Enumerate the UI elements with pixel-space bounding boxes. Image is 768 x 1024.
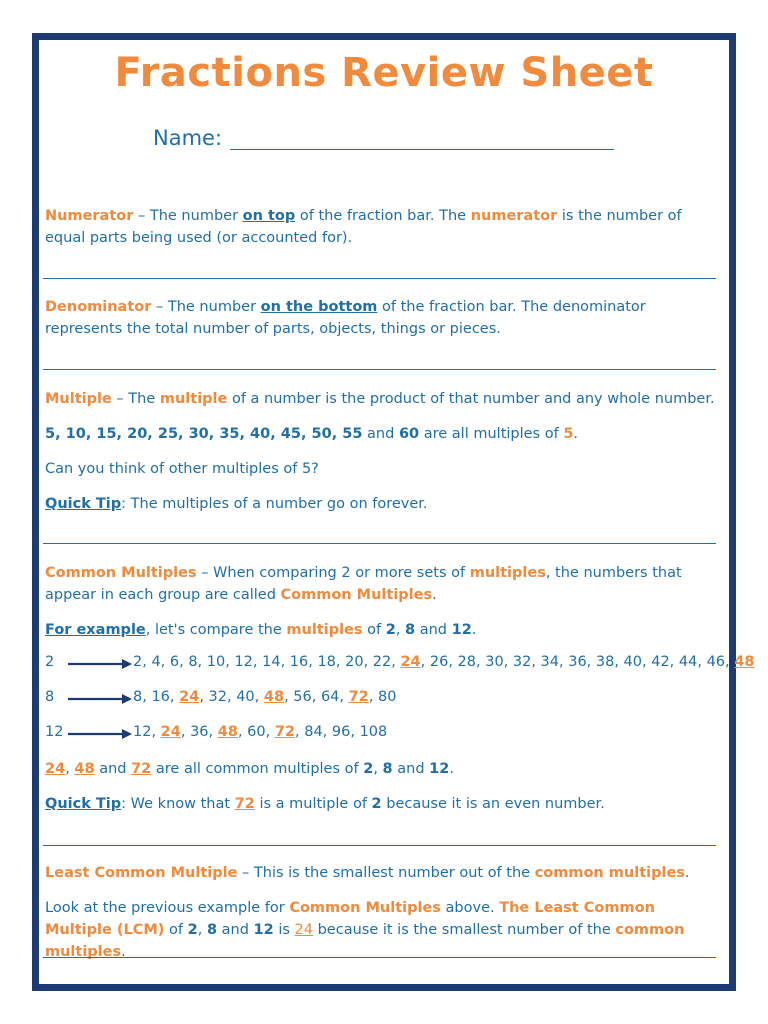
multiples-of-five — [45, 423, 725, 445]
divider — [43, 543, 716, 544]
number: 2 — [385, 622, 396, 638]
common-value: 48 — [217, 724, 238, 740]
text: . — [573, 426, 579, 442]
name-blank-line — [230, 149, 614, 150]
page-title: Fractions Review Sheet — [114, 50, 654, 96]
text: is — [273, 922, 295, 938]
common-value: 24 — [45, 761, 66, 777]
common-multiples-term: Common Multiples — [45, 565, 197, 581]
text: and — [392, 761, 430, 777]
text: – The number — [133, 208, 243, 224]
text: , — [65, 761, 75, 777]
multiple-quick-tip — [45, 493, 725, 515]
text: above. — [440, 900, 500, 916]
text: 8, 16, — [133, 689, 180, 705]
lcm-term: Least Common Multiple — [45, 865, 238, 881]
numerator-definition — [45, 205, 725, 249]
row-label: 12 — [45, 724, 64, 740]
lcm-example — [45, 897, 725, 963]
divider — [43, 957, 716, 958]
highlight: multiple — [159, 391, 228, 407]
number-list: 5, 10, 15, 20, 25, 30, 35, 40, 45, 50, 55 — [45, 426, 363, 442]
quick-tip-label: Quick Tip — [45, 796, 122, 812]
number: 2 — [363, 761, 374, 777]
numerator-term: Numerator — [45, 208, 134, 224]
common-value: 72 — [234, 796, 255, 812]
common-quick-tip — [45, 793, 725, 815]
name-label: Name: — [153, 126, 223, 150]
text: of the fraction bar. The denominator represents the total number of parts, objects, things or pieces. — [45, 299, 646, 337]
highlight: multiples — [469, 565, 546, 581]
text: are all common multiples of — [151, 761, 364, 777]
common-value: 48 — [734, 654, 755, 670]
multiples-sequence — [133, 654, 754, 670]
denominator-definition — [45, 296, 725, 340]
text: of a number is the product of that number and any whole number. — [227, 391, 715, 407]
text: of the fraction bar. The — [295, 208, 471, 224]
text: : The multiples of a number go on forever. — [121, 496, 428, 512]
divider — [43, 845, 716, 846]
text: , — [373, 761, 383, 777]
text: , 84, 96, 108 — [295, 724, 388, 740]
text: , — [197, 922, 207, 938]
text: of — [164, 922, 188, 938]
text: , 60, — [237, 724, 275, 740]
text: . — [121, 944, 126, 960]
text: is a multiple of — [254, 796, 372, 812]
number: 5 — [563, 426, 574, 442]
text: , let's compare the — [145, 622, 287, 638]
multiple-term: Multiple — [45, 391, 112, 407]
lcm-value: 24 — [294, 922, 313, 938]
common-value: 48 — [74, 761, 95, 777]
common-value: 72 — [348, 689, 369, 705]
highlight: numerator — [470, 208, 558, 224]
arrow-right-icon — [68, 692, 132, 706]
text: – The — [111, 391, 160, 407]
number: 2 — [187, 922, 198, 938]
text: . — [471, 622, 477, 638]
example-intro — [45, 619, 725, 641]
text: : We know that — [121, 796, 235, 812]
text: is the number of equal parts being used (or accounted for). — [45, 208, 682, 246]
common-value: 72 — [131, 761, 152, 777]
text: because it is an even number. — [381, 796, 605, 812]
arrow-right-icon — [68, 657, 132, 671]
text: – When comparing 2 or more sets of — [196, 565, 470, 581]
number: 60 — [398, 426, 420, 442]
highlight: common multiples — [534, 865, 685, 881]
highlight: multiples — [286, 622, 363, 638]
text: . — [684, 865, 690, 881]
text: , 56, 64, — [284, 689, 349, 705]
text: because it is the smallest number of the — [312, 922, 616, 938]
common-multiples-definition — [45, 562, 725, 606]
common-value: 24 — [179, 689, 200, 705]
number: 12 — [451, 622, 472, 638]
common-value: 24 — [400, 654, 421, 670]
text: , 32, 40, — [199, 689, 264, 705]
divider — [43, 278, 716, 279]
number: 2 — [371, 796, 382, 812]
text: and — [415, 622, 452, 638]
highlight: Common Multiples — [280, 587, 433, 603]
highlight: Common Multiples — [289, 900, 441, 916]
text: . — [449, 761, 454, 777]
highlight: The Least Common Multiple (LCM) — [45, 900, 655, 938]
common-value: 24 — [160, 724, 181, 740]
text: 2, 4, 6, 8, 10, 12, 14, 16, 18, 20, 22, — [133, 654, 401, 670]
number: 8 — [206, 922, 218, 938]
text: and — [362, 426, 399, 442]
common-value: 48 — [263, 689, 285, 705]
emphasis-on-the-bottom: on the bottom — [260, 299, 378, 315]
text: , 36, — [180, 724, 218, 740]
divider — [43, 369, 716, 370]
text: are all multiples of — [419, 426, 564, 442]
row-label: 2 — [45, 654, 55, 670]
lcm-definition — [45, 862, 725, 884]
denominator-term: Denominator — [45, 299, 152, 315]
number: 8 — [382, 761, 393, 777]
text: of — [362, 622, 386, 638]
text: , the numbers that appear in each group are called — [45, 565, 682, 603]
for-example-label: For example — [45, 622, 146, 638]
number: 12 — [429, 761, 450, 777]
emphasis-on-top: on top — [242, 208, 296, 224]
highlight: common multiples — [45, 922, 685, 960]
number: 8 — [405, 622, 416, 638]
common-multiples-summary — [45, 758, 725, 780]
text: – The number — [151, 299, 261, 315]
multiple-question: Can you think of other multiples of 5? — [45, 461, 319, 477]
quick-tip-label: Quick Tip — [45, 496, 122, 512]
text: and — [94, 761, 132, 777]
text: , — [395, 622, 406, 638]
multiples-sequence — [133, 689, 396, 705]
row-label: 8 — [45, 689, 55, 705]
multiples-sequence — [133, 724, 387, 740]
text: Look at the previous example for — [45, 900, 290, 916]
number: 12 — [253, 922, 274, 938]
text: – This is the smallest number out of the — [237, 865, 535, 881]
text: 12, — [133, 724, 161, 740]
text: , 80 — [368, 689, 397, 705]
multiple-definition — [45, 388, 725, 410]
text: . — [432, 587, 437, 603]
text: , 26, 28, 30, 32, 34, 36, 38, 40, 42, 44, 46, — [420, 654, 735, 670]
arrow-right-icon — [68, 727, 132, 741]
text: and — [217, 922, 254, 938]
common-value: 72 — [274, 724, 296, 740]
